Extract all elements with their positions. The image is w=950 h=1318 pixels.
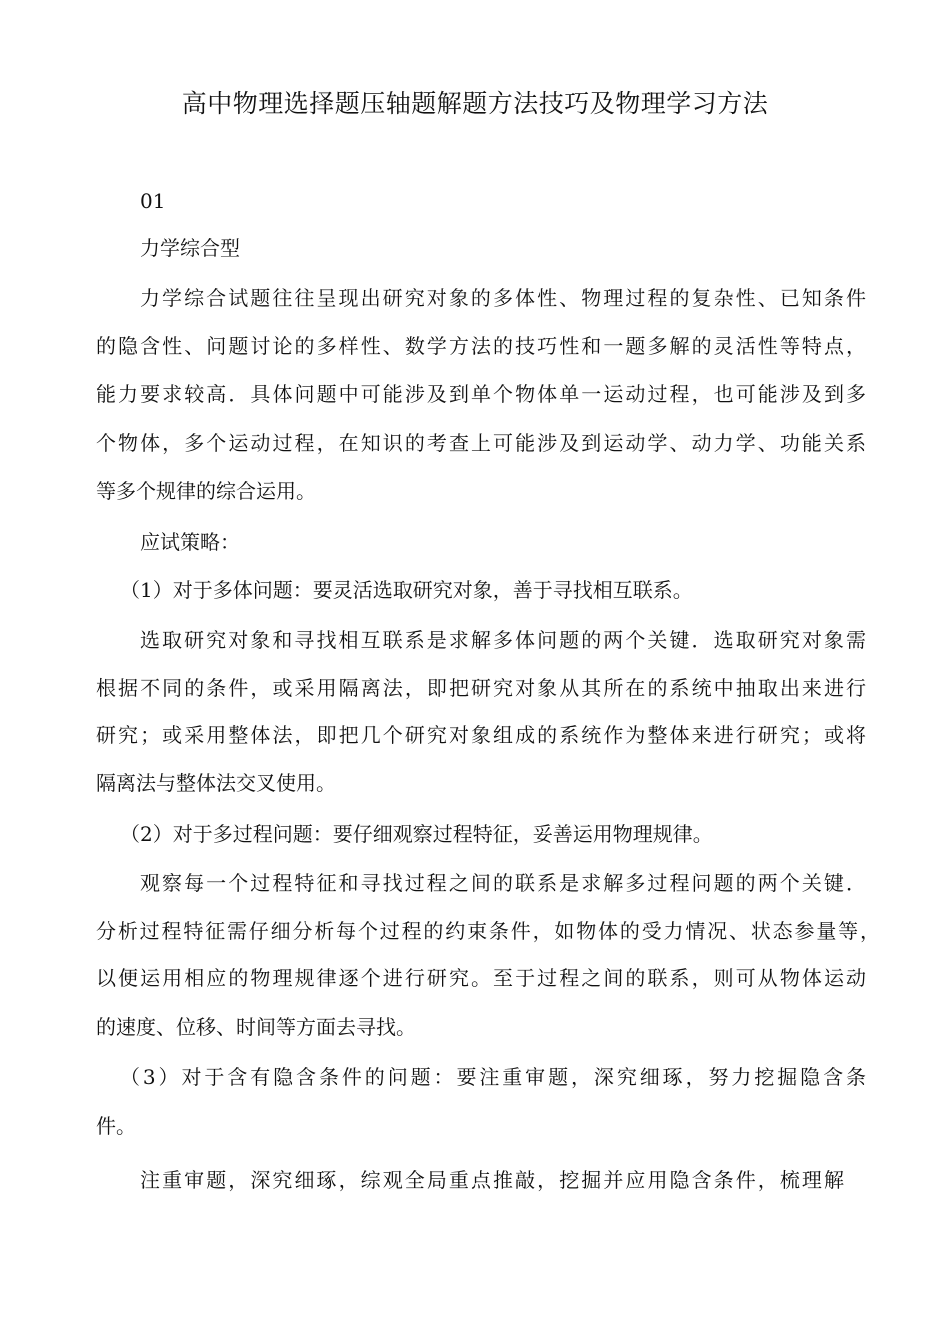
intro-line: 能力要求较高．具体问题中可能涉及到单个物体单一运动过程，也可能涉及到多 [96,382,866,406]
point-3-heading: 件。 [96,1114,136,1138]
section-heading: 力学综合型 [140,236,240,260]
document-title: 高中物理选择题压轴题解题方法技巧及物理学习方法 [181,89,769,118]
point-3-heading: （3）对于含有隐含条件的问题：要注重审题，深究细琢，努力挖掘隐含条 [120,1065,866,1089]
point-1-body-line: 根据不同的条件，或采用隔离法，即把研究对象从其所在的系统中抽取出来进行 [96,676,866,700]
point-2-body-line: 观察每一个过程特征和寻找过程之间的联系是求解多过程问题的两个关键． [140,871,866,895]
intro-line: 力学综合试题往往呈现出研究对象的多体性、物理过程的复杂性、已知条件 [140,286,866,310]
point-1-body-line: 隔离法与整体法交叉使用。 [96,771,336,795]
intro-line: 个物体，多个运动过程，在知识的考查上可能涉及到运动学、动力学、功能关系 [96,431,866,455]
intro-line: 的隐含性、问题讨论的多样性、数学方法的技巧性和一题多解的灵活性等特点， [96,334,866,358]
point-3-body-line: 注重审题，深究细琢，综观全局重点推敲，挖掘并应用隐含条件，梳理解 [140,1168,844,1192]
point-1-body-line: 研究；或采用整体法，即把几个研究对象组成的系统作为整体来进行研究；或将 [96,723,866,747]
point-1-heading: （1）对于多体问题：要灵活选取研究对象，善于寻找相互联系。 [120,578,693,602]
section-number: 01 [140,189,166,213]
point-2-body-line: 以便运用相应的物理规律逐个进行研究。至于过程之间的联系，则可从物体运动 [96,966,866,990]
point-2-body-line: 的速度、位移、时间等方面去寻找。 [96,1015,416,1039]
point-1-body-line: 选取研究对象和寻找相互联系是求解多体问题的两个关键．选取研究对象需 [140,628,866,652]
point-2-heading: （2）对于多过程问题：要仔细观察过程特征，妥善运用物理规律。 [120,822,713,846]
intro-line: 等多个规律的综合运用。 [96,479,316,503]
point-2-body-line: 分析过程特征需仔细分析每个过程的约束条件，如物体的受力情况、状态参量等， [96,919,880,943]
strategy-label: 应试策略： [140,530,240,554]
